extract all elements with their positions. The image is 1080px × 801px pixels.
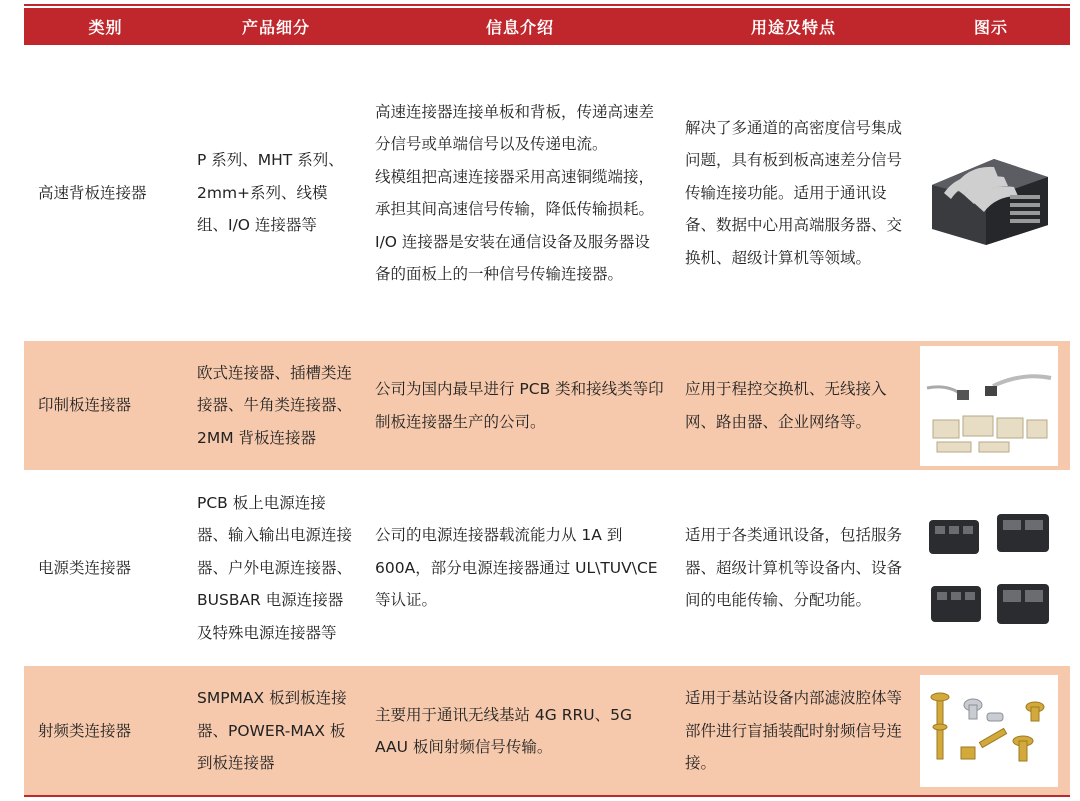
row-product: P 系列、MHT 系列、2mm+系列、线模组、I/O 连接器等 [197, 151, 344, 235]
row-usage: 适用于各类通讯设备，包括服务器、超级计算机等设备内、设备间的电能传输、分配功能。 [685, 526, 903, 610]
row-category: 电源类连接器 [38, 558, 132, 577]
row-usage: 适用于基站设备内部滤波腔体等部件进行盲插装配时射频信号连接。 [675, 666, 912, 796]
bottom-rule [24, 795, 1070, 797]
high-speed-backplane-connector-photo [920, 134, 1058, 252]
info-paragraph: 主要用于通讯无线基站 4G RRU、5G AAU 板间射频信号传输。 [375, 705, 632, 756]
row-info [365, 45, 675, 341]
pcb-connector-photo [920, 346, 1058, 466]
header-category: 类别 [24, 8, 187, 45]
rf-connector-photo [920, 675, 1058, 787]
info-paragraph: I/O 连接器是安装在通信设备及服务器设备的面板上的一种信号传输连接器。 [375, 232, 650, 283]
top-rule [24, 4, 1070, 6]
table-row [24, 341, 1070, 470]
row-usage: 解决了多通道的高密度信号集成问题，具有板到板高速差分信号传输连接功能。适用于通讯设备、数据中心用高端服务器、交换机、超级计算机等领域。 [685, 118, 903, 267]
row-category: 射频类连接器 [24, 666, 187, 796]
info-paragraph: 公司为国内最早进行 PCB 类和接线类等印制板连接器生产的公司。 [375, 380, 664, 431]
header-info: 信息介绍 [365, 8, 675, 45]
header-image: 图示 [912, 8, 1070, 45]
info-paragraph: 高速连接器连接单板和背板，传递高速差分信号或单端信号以及传递电流。 [375, 102, 655, 153]
row-info [365, 470, 675, 666]
header-product: 产品细分 [187, 8, 365, 45]
info-paragraph: 公司的电源连接器载流能力从 1A 到 600A，部分电源连接器通过 UL\TUV\CE 等认证。 [375, 526, 658, 610]
row-product: SMPMAX 板到板连接器、POWER-MAX 板到板连接器 [187, 666, 365, 796]
info-paragraph: 线模组把高速连接器采用高速铜缆端接，承担其间高速信号传输，降低传输损耗。 [375, 167, 655, 218]
row-info [365, 341, 675, 470]
row-info [365, 666, 675, 796]
header-usage: 用途及特点 [675, 8, 912, 45]
table-row [24, 666, 1070, 796]
table-row [24, 470, 1070, 666]
row-usage: 应用于程控交换机、无线接入网、路由器、企业网络等。 [675, 341, 912, 470]
row-product: 欧式连接器、插槽类连接器、牛角类连接器、2MM 背板连接器 [187, 341, 365, 470]
connector-table [24, 8, 1070, 796]
power-connector-photo [920, 498, 1058, 638]
row-product: PCB 板上电源连接器、输入输出电源连接器、户外电源连接器、BUSBAR 电源连接器及特殊电源连接器等 [197, 493, 353, 642]
row-category: 高速背板连接器 [38, 183, 147, 202]
table-row [24, 45, 1070, 341]
table-header-row [24, 8, 1070, 45]
row-category: 印制板连接器 [24, 341, 187, 470]
